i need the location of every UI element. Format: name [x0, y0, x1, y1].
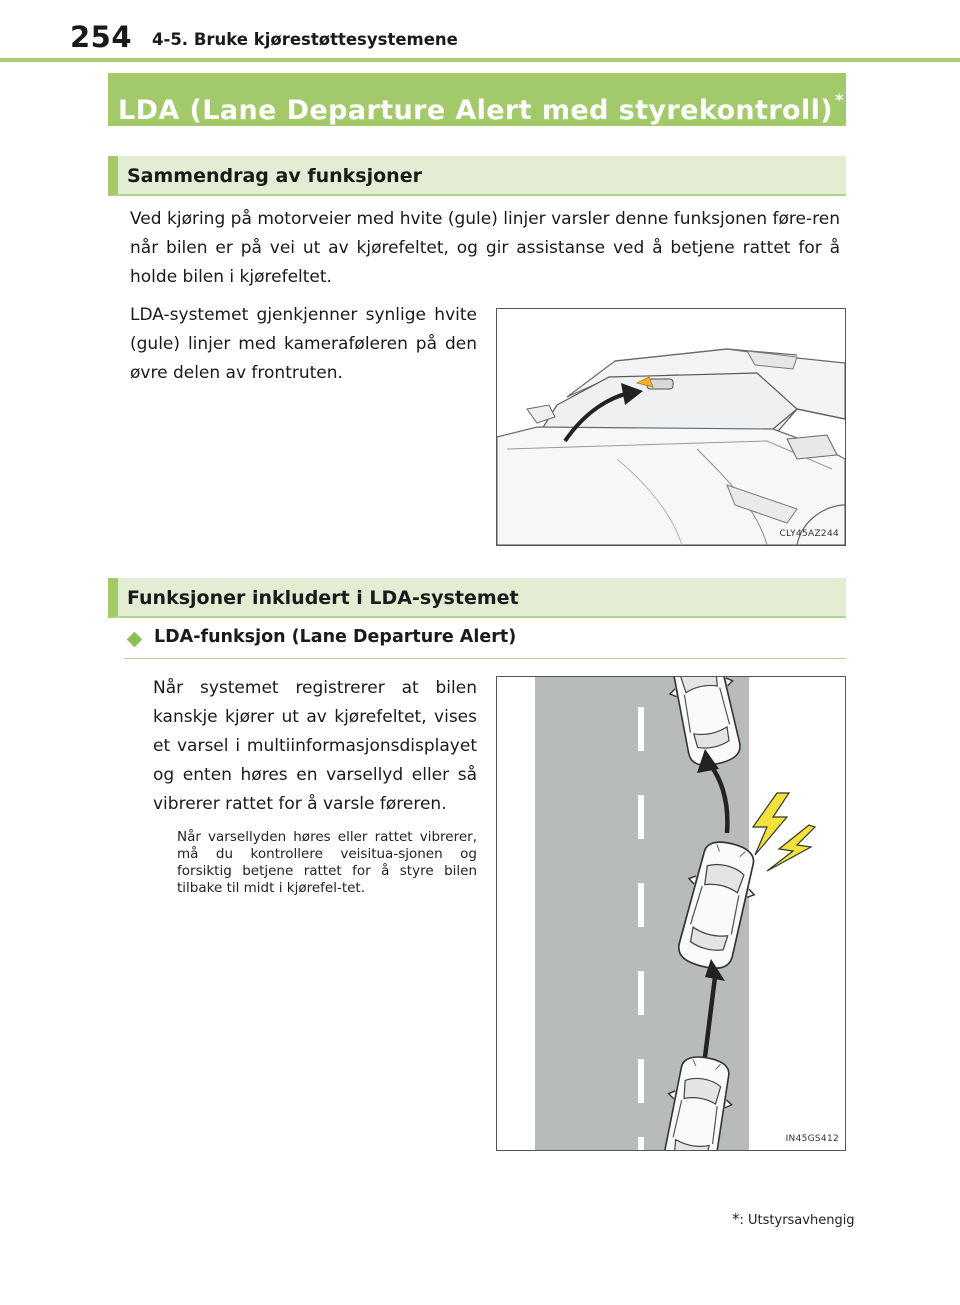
footnote-marker: *: [732, 1210, 740, 1228]
page-title: [108, 73, 846, 126]
page-number: 254: [70, 20, 133, 54]
camera-paragraph: LDA-systemet gjenkjenner synlige hvite (gule) linjer med kameraføleren på den øvre delen av frontruten.: [130, 305, 477, 383]
features-heading: Funksjoner inkludert i LDA-systemet: [108, 578, 846, 618]
steering-note: Når varsellyden høres eller rattet vibrerer, må du kontrollere veisitua-sjonen og forsiktig betjene rattet for å styre bilen tilbake til midt i kjørefel-tet.: [177, 829, 477, 896]
footnote-text: : Utstyrsavhengig: [739, 1213, 855, 1228]
footnote: [732, 1210, 855, 1228]
summary-paragraph: Ved kjøring på motorveier med hvite (gule) linjer varsler denne funksjonen føre-ren når bilen er på vei ut av kjørefeltet, og gir assistanse ved å betjene rattet for å holde bilen i kjørefeltet.: [130, 209, 840, 287]
diamond-bullet-icon: [127, 632, 143, 648]
lda-function-description: Når systemet registrerer at bilen kanskje kjører ut av kjørefeltet, vises et varsel i multiinformasjonsdisplayet og enten høres en varsellyd eller så vibrerer rattet for å varsle føreren.: [153, 678, 477, 814]
figure-code: IN45GS412: [785, 1134, 839, 1144]
feature-rule: [124, 658, 846, 659]
lane-departure-figure: [496, 676, 846, 1151]
summary-heading: Sammendrag av funksjoner: [108, 156, 846, 196]
optional-equipment-marker: *: [835, 90, 844, 109]
page-title-text: LDA (Lane Departure Alert med styrekontroll): [118, 95, 834, 126]
section-label: 4-5. Bruke kjørestøttesystemene: [152, 30, 458, 49]
lane-departure-illustration: [497, 677, 845, 1150]
car-front-illustration: [497, 309, 845, 545]
windshield-camera-figure: [496, 308, 846, 546]
figure-code: CLY45AZ244: [779, 529, 839, 539]
header-rule: [0, 58, 960, 62]
lda-function-title: LDA-funksjon (Lane Departure Alert): [154, 627, 517, 647]
